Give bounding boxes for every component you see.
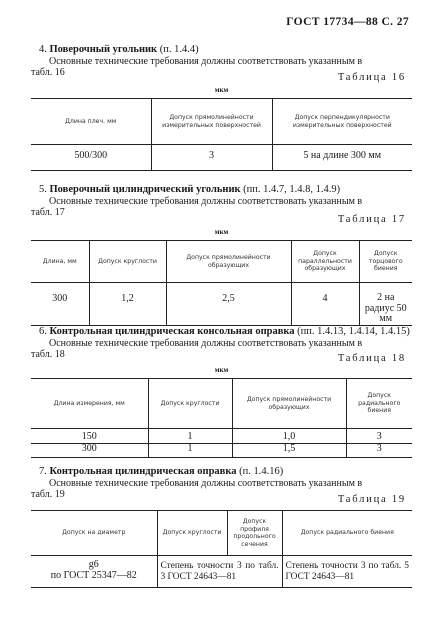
unit-label: мкм [214, 366, 229, 374]
diameter-standard: по ГОСТ 25347—82 [50, 569, 137, 581]
section-title: Поверочный цилиндрический угольник [49, 184, 241, 195]
col-header: Допуск прямолинейности образующих [232, 379, 346, 429]
col-header: Допуск параллельности образующих [291, 241, 359, 283]
paragraph-line: Основные технические требования должны соответствовать указанным в [49, 478, 363, 489]
section-7-title [39, 466, 283, 477]
table-19-label: Таблица 19 [337, 494, 406, 505]
table-row [31, 429, 412, 444]
col-header: Длина, мм [42, 257, 77, 265]
section-ref: (п. 1.4.16) [239, 466, 284, 477]
section-number: 4. [39, 44, 47, 55]
section-6-title [39, 326, 410, 337]
table-cell: 2 на радиус 50 мм [359, 283, 412, 326]
section-5-title [39, 184, 340, 195]
section-title: Поверочный угольник [49, 44, 158, 55]
col-header: Допуск торцового биения [359, 241, 412, 283]
col-header: Длина плеч. мм [65, 117, 117, 125]
col-header: Длина измерения, мм [53, 399, 125, 407]
table-cell: 150 [81, 431, 97, 442]
paragraph-line: Основные технические требования должны соответствовать указанным в [49, 196, 363, 207]
paragraph-line: Основные технические требования должны соответствовать указанным в [49, 56, 363, 67]
col-header: Допуск круглости [89, 241, 166, 283]
table-cell: 2,5 [166, 283, 291, 326]
col-header: Допуск профиля продольного сечения [227, 511, 282, 556]
paragraph-line: Основные технические требования должны соответствовать указанным в [49, 338, 363, 349]
table-cell: 300 [52, 293, 68, 304]
section-ref: (пп. 1.4.13, 1.4.14, 1.4.15) [297, 326, 410, 337]
col-header: Допуск на диаметр [62, 529, 126, 537]
table-cell: 1,5 [232, 443, 346, 457]
col-header: Допуск круглости [148, 379, 232, 429]
paragraph-line: табл. 17 [31, 207, 65, 218]
section-number: 7. [39, 466, 47, 477]
section-number: 6. [39, 326, 47, 337]
table-19 [31, 510, 412, 588]
table-row [31, 145, 412, 171]
table-cell: Степень точности 3 по табл. 3 ГОСТ 24643—81 [157, 556, 282, 588]
table-cell: 300 [81, 442, 97, 454]
page-header: ГОСТ 17734—88 С. 27 [286, 16, 409, 28]
table-cell: 3 [151, 145, 272, 171]
col-header: Допуск прямолинейности образующих [166, 241, 291, 283]
table-cell: 1,0 [232, 429, 346, 444]
col-header: Допуск прямолинейности измерительных поверхностей [151, 99, 272, 145]
table-17 [31, 240, 412, 326]
table-18-label: Таблица 18 [337, 353, 406, 364]
section-number: 5. [39, 184, 47, 195]
table-cell: 4 [291, 283, 359, 326]
table-row [31, 556, 412, 588]
paragraph-line: табл. 16 [31, 67, 65, 78]
section-ref: (п. 1.4.4) [159, 44, 199, 55]
col-header: Допуск радиального биения [282, 511, 412, 556]
table-row [31, 283, 412, 326]
table-cell [31, 556, 157, 588]
section-4-title [39, 44, 199, 55]
table-cell: 500/300 [74, 150, 108, 161]
diameter-fit: g6 [88, 559, 99, 570]
table-cell: 1 [148, 429, 232, 444]
section-title: Контрольная цилиндрическая консольная оправка [49, 326, 295, 337]
table-cell: 3 [346, 429, 412, 444]
col-header: Допуск круглости [157, 511, 227, 556]
table-cell: 3 [346, 443, 412, 457]
table-16 [31, 98, 412, 171]
paragraph-line: табл. 19 [31, 489, 65, 500]
table-cell: Степень точности 3 по табл. 5 ГОСТ 24643—81 [282, 556, 412, 588]
col-header: Допуск перпендикулярности измерительных поверхностей [272, 99, 412, 145]
table-cell: 1,2 [89, 283, 166, 326]
section-title: Контрольная цилиндрическая оправка [49, 466, 237, 477]
col-header: Допуск радиального биения [346, 379, 412, 429]
paragraph-line: табл. 18 [31, 349, 65, 360]
unit-label: мкм [214, 228, 229, 236]
table-cell: 5 на длине 300 мм [272, 145, 412, 171]
section-ref: (пп. 1.4.7, 1.4.8, 1.4.9) [243, 184, 341, 195]
table-row [31, 443, 412, 457]
unit-label: мкм [214, 86, 229, 94]
table-18 [31, 378, 412, 458]
table-cell: 1 [148, 443, 232, 457]
table-17-label: Таблица 17 [337, 214, 406, 225]
table-16-label: Таблица 16 [337, 72, 406, 83]
